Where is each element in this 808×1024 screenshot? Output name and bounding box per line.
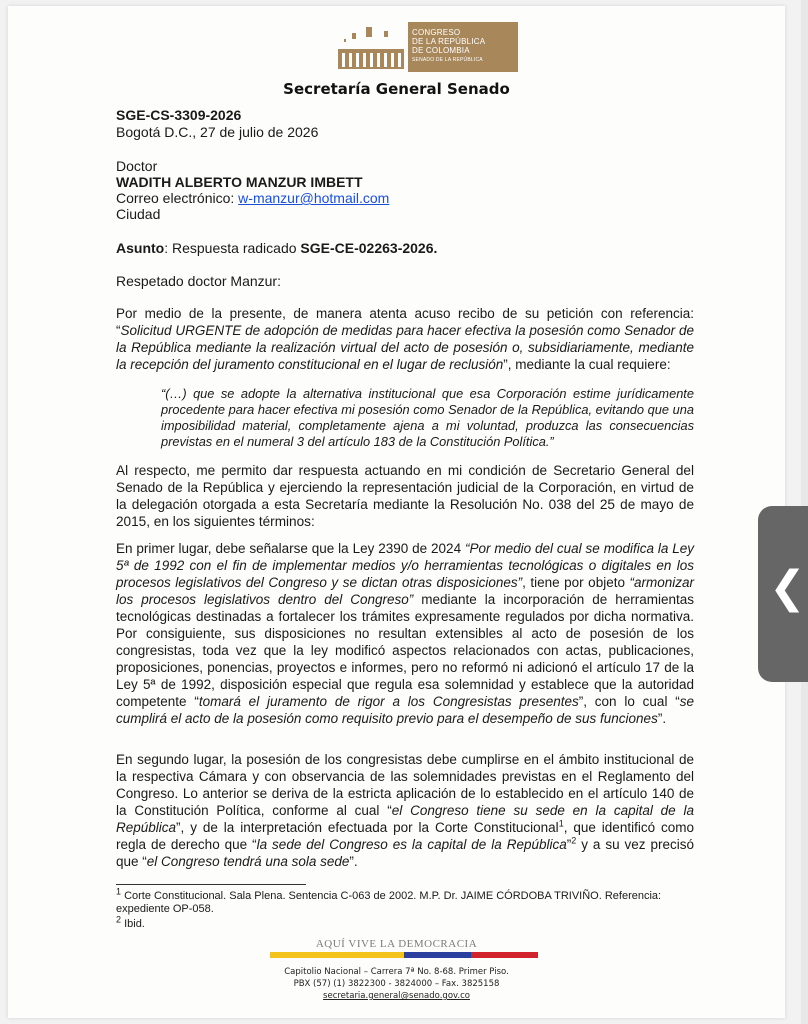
letter-page — [8, 6, 785, 1018]
paragraph-3 — [116, 540, 694, 727]
greeting: Respetado doctor Manzur: — [116, 273, 281, 289]
p4-text-d: , que identificó como regla de derecho que “ — [116, 820, 695, 852]
block-quote: “(…) que se adopte la alternativa institucional que esa Corporación estime jurídicamente procedente para hacer efectiva mi posesión como Senador de la República, evitando que una imposibilidad material, completamente ajena a mi voluntad, produzca las consecuencias previstas en el numeral 3 del artículo 183 de la Constitución Política.” — [161, 386, 694, 449]
footer-phone: PBX (57) (1) 3822300 - 3824000 – Fax. 3825158 — [293, 979, 500, 989]
paragraph-1 — [116, 305, 694, 373]
p3-text-e: mediante la incorporación de herramientas tecnológicas destinadas a fortalecer los trámites expresamente regulados por dicha normativa. Por consiguiente, sus disposiciones no resultan extensibles al acto de posesión de los congresistas, toda vez que la ley modificó aspectos relacionados con actas, publicaciones, proposiciones, ponencias, proyectos e informes, pero no reformó ni adicionó el artículo 17 de la Ley 5ª de 1992, disposición especial que regula esa solemnidad y establece que la autoridad competente “ — [116, 592, 694, 709]
page-title: Secretaría General Senado — [283, 80, 510, 98]
subject-ref: SGE-CE-02263-2026. — [300, 240, 438, 256]
logo-line-3: DE COLOMBIA — [412, 46, 470, 55]
footnote-2-text: Ibid. — [121, 918, 145, 930]
footnote-ref-2[interactable]: 2 — [571, 835, 577, 846]
salutation-title: Doctor — [116, 158, 158, 174]
recipient-name: WADITH ALBERTO MANZUR IMBETT — [116, 174, 363, 190]
p3-text-d: “armonizar los procesos legislativos dentro del Congreso” — [116, 575, 694, 607]
colombia-flag-stripe — [270, 952, 538, 958]
paragraph-2: Al respecto, me permito dar respuesta actuando en mi condición de Secretario General del Senado de la República y ejerciendo la representación judicial de la Corporación, en virtud de la delegación otorgada a esta Secretaría mediante la Resolución No. 038 del 25 de mayo de 2015, en los siguientes términos: — [116, 463, 694, 529]
footer-motto: AQUÍ VIVE LA DEMOCRACIA — [315, 938, 478, 950]
p4-text-f: ” — [566, 837, 572, 852]
capitol-building-logo — [338, 23, 404, 71]
subject-line — [116, 240, 437, 257]
p4-text-i: ”. — [349, 854, 358, 869]
p4-text-b: el Congreso tiene su sede en la capital de la República — [116, 803, 694, 835]
logo-line-4: SENADO DE LA REPÚBLICA — [412, 57, 483, 63]
footer-email — [8, 991, 785, 1001]
footer-email-link[interactable]: secretaria.general@senado.gov.co — [323, 991, 470, 1001]
p3-text-g: ”, con lo cual “ — [578, 694, 680, 709]
place-date: Bogotá D.C., 27 de julio de 2026 — [116, 124, 319, 140]
p4-text-e: la sede del Congreso es la capital de la República — [256, 837, 567, 852]
flag-red-band — [471, 952, 538, 958]
footnote-2 — [116, 914, 145, 931]
p3-text-f: tomará el juramento de rigor a los Congresistas presentes — [198, 694, 579, 709]
flag-yellow-band — [270, 952, 404, 958]
footnote-1 — [116, 886, 696, 916]
p3-text-b: “Por medio del cual se modifica la Ley 5ª de 1992 con el fin de implementar medios y/o herramientas tecnológicas o digitales en los procesos legislativos del Congreso y se dictan otras disposiciones” — [116, 541, 695, 590]
logo-line-2: DE LA REPÚBLICA — [412, 37, 486, 46]
recipient-email-link[interactable]: w-manzur@hotmail.com — [238, 190, 390, 206]
p3-text-i: ”. — [657, 711, 667, 726]
p1-text-c: ”, mediante la cual requiere: — [503, 357, 671, 372]
p3-text-h: se cumplirá el acto de la posesión como requisito previo para el desempeño de sus funciones — [116, 694, 695, 726]
congreso-logo-box — [408, 22, 518, 72]
footnote-ref-1[interactable]: 1 — [558, 818, 564, 829]
footer-address: Capitolio Nacional – Carrera 7ª No. 8-68. Primer Piso. — [284, 967, 509, 977]
recipient-city: Ciudad — [116, 206, 161, 222]
footnote-divider — [116, 884, 306, 885]
paragraph-4 — [116, 751, 694, 870]
p4-text-a: En segundo lugar, la posesión de los congresistas debe cumplirse en el ámbito institucional de la respectiva Cámara y con observancia de las solemnidades previstas en el Reglamento del Congreso. Lo anterior se deriva de la estricta aplicación de lo establecido en el artículo 140 de la Constitución Política, conforme al cual “ — [116, 752, 694, 818]
p4-text-h: el Congreso tendrá una sola sede — [146, 854, 350, 869]
p1-text-b: Solicitud URGENTE de adopción de medidas para hacer efectiva la posesión como Senador de la República mediante la realización virtual del acto de posesión o, subsidiariamente, mediante la recepción del juramento constitucional en el lugar de reclusión — [116, 323, 694, 372]
p3-text-a: En primer lugar, debe señalarse que la Ley 2390 de 2024 — [116, 541, 465, 556]
footnote-2-number: 2 — [116, 914, 122, 925]
p4-text-g: y a su vez precisó que “ — [116, 837, 695, 869]
subject-label: Asunto — [116, 240, 165, 256]
p1-text-a: Por medio de la presente, de manera atenta acuso recibo de su petición con referencia: “ — [116, 306, 694, 338]
subject-text: : Respuesta radicado — [164, 240, 301, 256]
chevron-left-icon: ❮ — [769, 562, 806, 613]
footnote-1-number: 1 — [116, 886, 122, 897]
side-panel-toggle[interactable] — [758, 506, 808, 682]
logo-line-1: CONGRESO — [412, 28, 461, 37]
recipient-email-line — [116, 190, 389, 207]
email-label: Correo electrónico: — [116, 190, 239, 206]
footnote-1-text: Corte Constitucional. Sala Plena. Sentencia C-063 de 2002. M.P. Dr. JAIME CÓRDOBA TRIVIÑO. Referencia: expediente OP-058. — [116, 890, 662, 915]
p3-text-c: , tiene por objeto — [522, 575, 630, 590]
flag-blue-band — [404, 952, 471, 958]
p4-text-c: ”, y de la interpretación efectuada por la Corte Constitucional — [176, 820, 559, 835]
letter-reference: SGE-CS-3309-2026 — [116, 107, 242, 123]
